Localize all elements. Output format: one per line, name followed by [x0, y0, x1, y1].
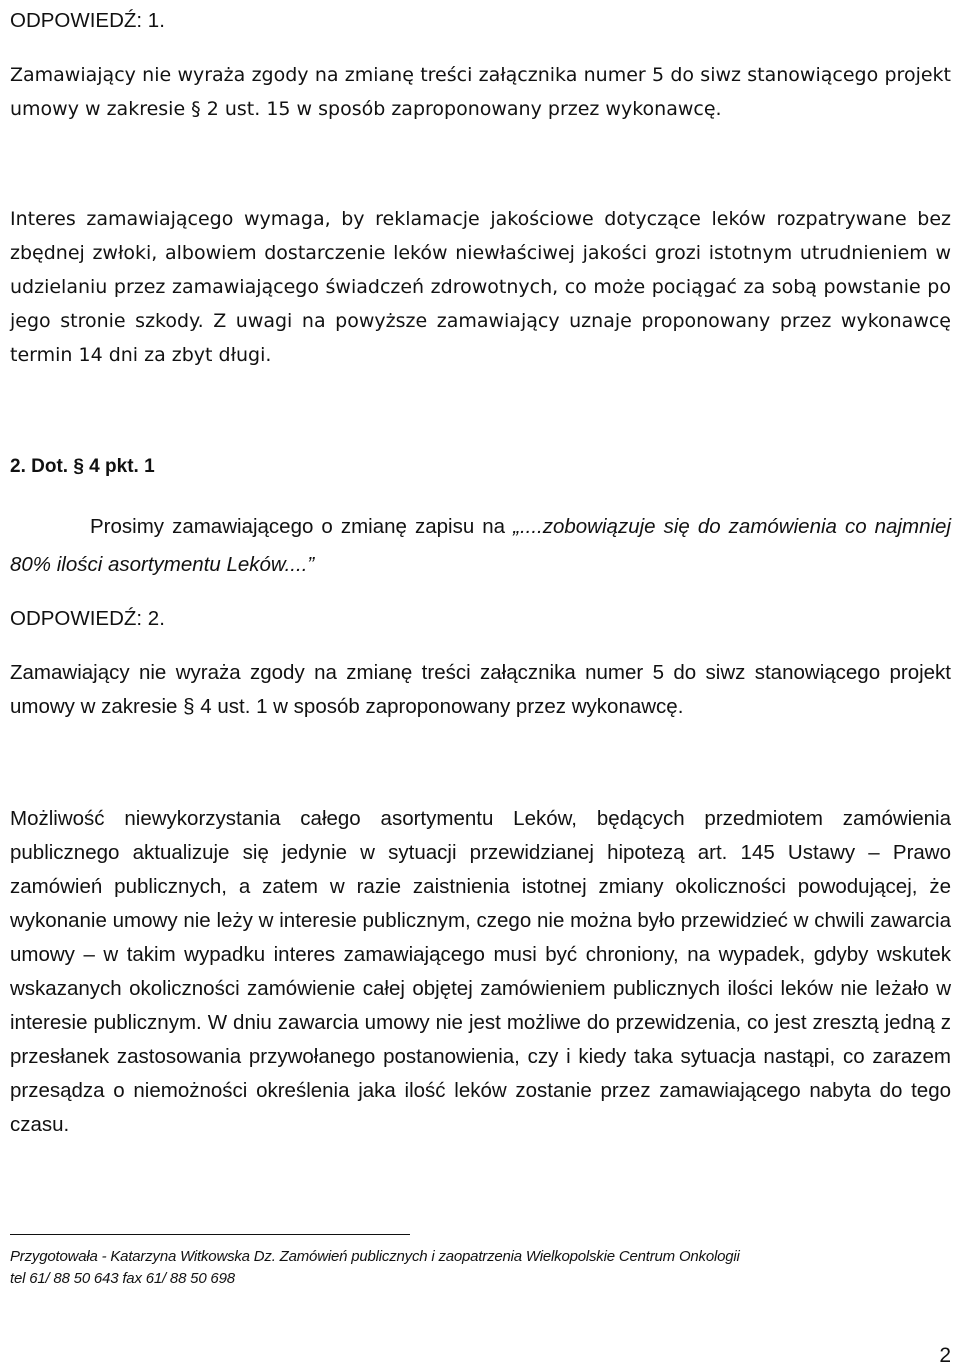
answer-1-label: ODPOWIEDŹ: 1. [10, 9, 165, 32]
request-intro: Prosimy zamawiającego o zmianę zapisu na [90, 515, 514, 538]
footer-divider [10, 1234, 410, 1235]
section-heading: 2. Dot. § 4 pkt. 1 [10, 456, 155, 477]
footer-prepared-by: Przygotowała - Katarzyna Witkowska Dz. Zamówień publicznych i zaopatrzenia Wielkopolskie Centrum Onkologii [10, 1248, 740, 1265]
request-paragraph [10, 508, 951, 584]
answer-2-label: ODPOWIEDŹ: 2. [10, 607, 165, 630]
answer-2-text: Zamawiający nie wyraża zgody na zmianę treści załącznika numer 5 do siwz stanowiącego projekt umowy w zakresie § 4 ust. 1 w sposób zaproponowany przez wykonawcę. [10, 661, 951, 718]
page-number: 2 [939, 1344, 951, 1367]
paragraph-interest: Interes zamawiającego wymaga, by reklamacje jakościowe dotyczące leków rozpatrywane bez zbędnej zwłoki, albowiem dostarczenie leków niewłaściwej jakości grozi istotnym utrudnieniem w udzielaniu przez zamawiającego świadczeń zdrowotnych, co może pociągać za sobą powstanie po jego stronie szkody. Z uwagi na powyższe zamawiający uznaje proponowany przez wykonawcę termin 14 dni za zbyt długi. [10, 208, 951, 366]
answer-1-text: Zamawiający nie wyraża zgody na zmianę treści załącznika numer 5 do siwz stanowiącego projekt umowy w zakresie § 2 ust. 15 w sposób zaproponowany przez wykonawcę. [10, 64, 951, 120]
footer [10, 1246, 740, 1290]
paragraph-possibility: Możliwość niewykorzystania całego asortymentu Leków, będących przedmiotem zamówienia publicznego aktualizuje się jedynie w sytuacji przewidzianej hipotezą art. 145 Ustawy – Prawo zamówień publicznych, a zatem w razie zaistnienia istotnej zmiany okoliczności powodującej, że wykonanie umowy nie leży w interesie publicznym, czego nie można było przewidzieć w chwili zawarcia umowy – w takim wypadku interes zamawiającego musi być chroniony, na wypadek, gdyby wskutek wskazanych okoliczności zamówienie całej objętej zamówieniem publicznych ilości leków nie leżało w interesie publicznym. W dniu zawarcia umowy nie jest możliwe do przewidzenia, co jest zresztą jedną z przesłanek zastosowania przywołanego postanowienia, czy i kiedy taka sytuacja nastąpi, co zarazem przesądza o niemożności określenia jaka ilość leków zostanie przez zamawiającego nabyta do tego czasu. [10, 807, 951, 1136]
request-quote: „....zobowiązuje się do zamówienia co najmniej 80% ilości asortymentu Leków....” [10, 515, 951, 576]
footer-contact: tel 61/ 88 50 643 fax 61/ 88 50 698 [10, 1270, 235, 1287]
